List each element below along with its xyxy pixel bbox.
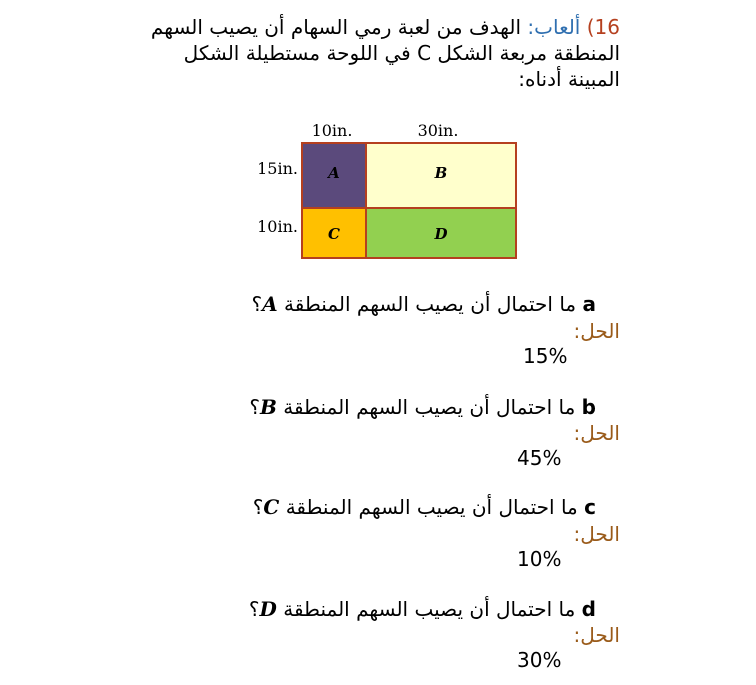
solution-label-b: الحل: bbox=[573, 421, 620, 445]
solution-label-a: الحل: bbox=[573, 319, 620, 343]
region-d-label: D bbox=[434, 225, 448, 243]
answer-c: 10% bbox=[517, 547, 562, 571]
question-c bbox=[253, 495, 596, 519]
question-d-var: D bbox=[259, 597, 277, 621]
question-a bbox=[252, 292, 596, 316]
problem-number: 16) bbox=[586, 15, 620, 39]
question-b-text: ما احتمال أن يصيب السهم المنطقة bbox=[283, 395, 576, 419]
problem-statement bbox=[151, 14, 620, 92]
dim-left-bottom: 10in. bbox=[257, 217, 298, 236]
question-d-letter: d bbox=[581, 597, 596, 621]
question-a-qmark: ؟ bbox=[251, 292, 263, 316]
question-b bbox=[249, 395, 596, 419]
question-a-letter: a bbox=[582, 292, 596, 316]
question-c-var: C bbox=[263, 495, 280, 519]
dartboard-diagram bbox=[250, 118, 530, 268]
question-b-letter: b bbox=[581, 395, 596, 419]
problem-text-line-1: الهدف من لعبة رمي السهام أن يصيب السهم bbox=[150, 15, 522, 39]
question-b-qmark: ؟ bbox=[249, 395, 260, 419]
problem-line-1 bbox=[151, 14, 620, 40]
solution-label-c: الحل: bbox=[573, 522, 620, 546]
region-a-label: A bbox=[328, 164, 340, 182]
question-c-qmark: ؟ bbox=[252, 495, 264, 519]
question-c-letter: c bbox=[584, 495, 596, 519]
question-d-text: ما احتمال أن يصيب السهم المنطقة bbox=[283, 597, 576, 621]
question-d bbox=[249, 597, 596, 621]
dim-top-left: 10in. bbox=[311, 121, 353, 140]
dim-left-top: 15in. bbox=[257, 159, 298, 178]
answer-a: 15% bbox=[523, 344, 568, 368]
problem-topic: ألعاب: bbox=[527, 15, 581, 39]
region-b-label: B bbox=[434, 164, 448, 182]
answer-d: 30% bbox=[517, 648, 562, 672]
question-a-var: A bbox=[262, 292, 278, 316]
question-d-qmark: ؟ bbox=[248, 597, 260, 621]
solution-label-d: الحل: bbox=[573, 623, 620, 647]
question-a-text: ما احتمال أن يصيب السهم المنطقة bbox=[284, 292, 577, 316]
problem-text-line-2: المنطقة مربعة الشكل C في اللوحة مستطيلة الشكل bbox=[183, 41, 620, 65]
answer-b: 45% bbox=[517, 446, 562, 470]
problem-text-line-3: المبينة أدناه: bbox=[518, 67, 620, 91]
dim-top-right: 30in. bbox=[417, 121, 459, 140]
region-c-label: C bbox=[328, 225, 340, 243]
question-b-var: B bbox=[259, 395, 277, 419]
question-c-text: ما احتمال أن يصيب السهم المنطقة bbox=[285, 495, 578, 519]
